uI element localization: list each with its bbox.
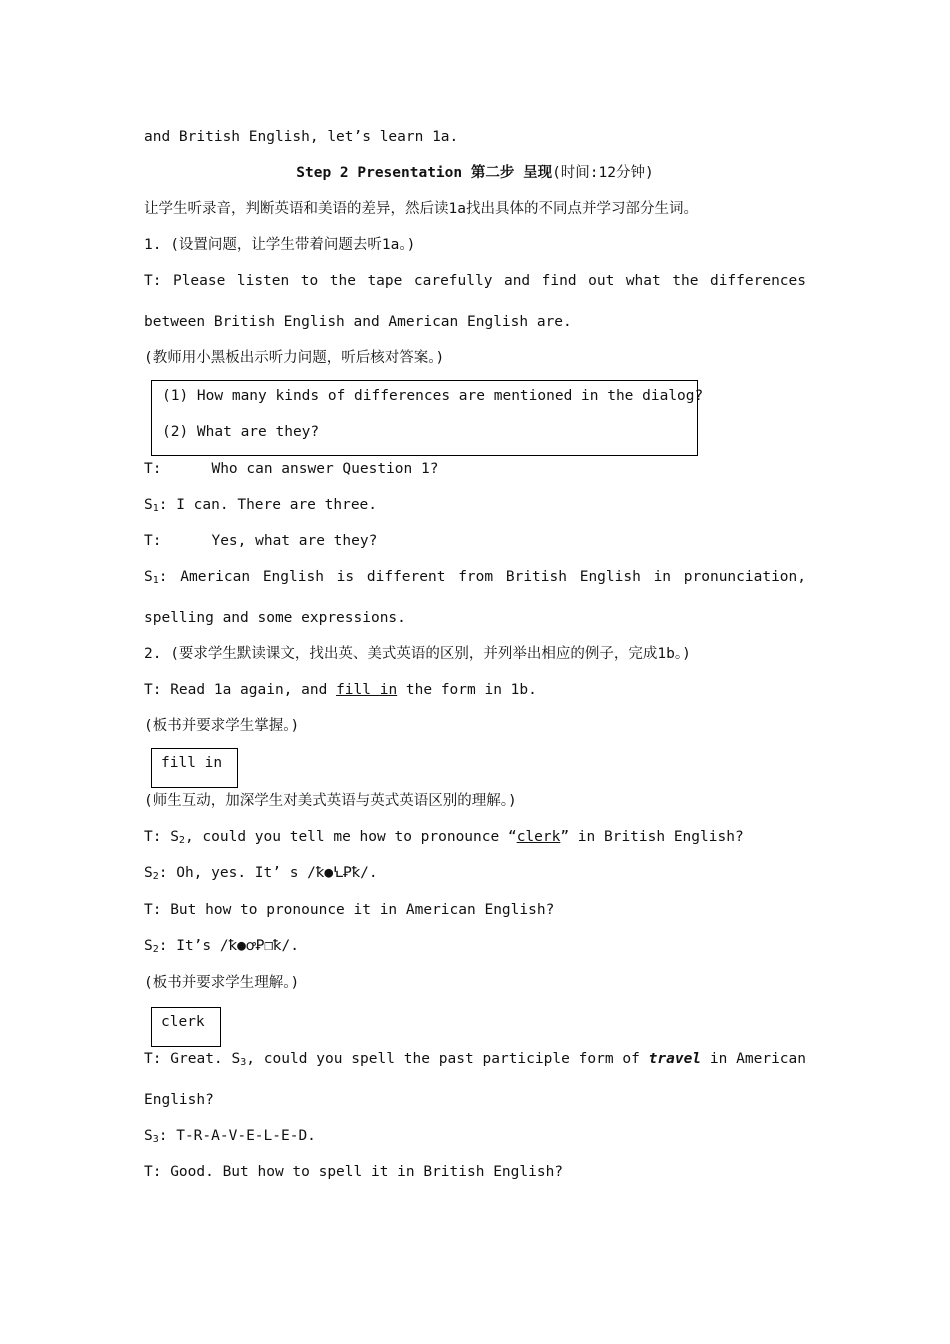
dialog-text: : Oh, yes. It’ s / [158, 865, 316, 881]
blackboard-text: fill in [161, 755, 223, 771]
speaker: S [144, 938, 153, 954]
dialog-text: T: Great. S [144, 1051, 241, 1067]
speaker-index: 2 [152, 944, 159, 955]
speaker: T: [144, 461, 162, 477]
dialog-text: T: S [144, 829, 179, 845]
speaker: S [144, 569, 153, 585]
speaker-index: 1 [152, 503, 159, 514]
section-heading-time: (时间:12分钟) [552, 165, 654, 181]
dialog-line [144, 680, 537, 700]
text-line: between British English and American English are. [144, 314, 572, 330]
phonetic-symbols: ꝁ●ꝆꝐꝁ [315, 865, 361, 881]
speaker-index: 2 [178, 835, 185, 846]
dialog-text: T: Read 1a again, and [144, 682, 337, 698]
dialog-text: /. [360, 865, 378, 881]
speaker: S [144, 1128, 153, 1144]
text-line: (师生互动，加深学生对美式英语与英式英语区别的理解。) [144, 793, 517, 809]
dialog-line [144, 531, 377, 551]
speaker-index: 3 [240, 1057, 247, 1068]
dialog-text: /. [281, 938, 299, 954]
underlined-word: clerk [516, 829, 561, 845]
section-heading [0, 163, 950, 183]
question-2: (2) What are they? [162, 424, 320, 440]
text-line: T: Please listen to the tape carefully and find out what the differences [144, 273, 806, 289]
blackboard-box-fill-in [151, 748, 238, 788]
dialog-line [144, 1126, 316, 1150]
speaker-index: 3 [152, 1134, 159, 1145]
underlined-phrase: fill in [336, 682, 398, 698]
text-line: 让学生听录音，判断英语和美语的差异，然后读1a找出具体的不同点并学习部分生词。 [144, 201, 698, 217]
text-line: English? [144, 1092, 214, 1108]
text-line: 2. (要求学生默读课文，找出英、美式英语的区别，并列举出相应的例子，完成1b。) [144, 646, 691, 662]
dialog-line [144, 863, 378, 887]
dialog-text: ” in British English? [560, 829, 744, 845]
dialog-text: Who can answer Question 1? [211, 461, 439, 477]
blackboard-box-clerk [151, 1007, 221, 1047]
text-line: (教师用小黑板出示听力问题，听后核对答案。) [144, 350, 445, 366]
dialog-text: : It’s / [158, 938, 229, 954]
dialog-line: T: Good. But how to spell it in British English? [144, 1164, 564, 1180]
section-heading-title: Step 2 Presentation 第二步 呈现 [296, 165, 553, 181]
phonetic-symbols: ꝁ●ꝍꝐ❒ꝁ [228, 938, 282, 954]
dialog-text: the form in 1b. [397, 682, 537, 698]
speaker: S [144, 865, 153, 881]
dialog-text: Yes, what are they? [211, 533, 378, 549]
dialog-text: : American English is different from British English in pronunciation, [158, 569, 806, 585]
italic-word: travel [648, 1051, 702, 1067]
question-1: (1) How many kinds of differences are mentioned in the dialog? [162, 388, 704, 404]
speaker: T: [144, 533, 162, 549]
dialog-line [144, 567, 806, 591]
blackboard-text: clerk [161, 1014, 205, 1030]
dialog-line [144, 459, 438, 479]
speaker-index: 2 [152, 871, 159, 882]
text-line: spelling and some expressions. [144, 610, 406, 626]
speaker: S [144, 497, 153, 513]
dialog-text: , could you tell me how to pronounce “ [184, 829, 517, 845]
dialog-line [144, 1049, 806, 1073]
dialog-text: : I can. There are three. [158, 497, 378, 513]
dialog-line [144, 495, 377, 519]
dialog-line: T: But how to pronounce it in American English? [144, 902, 555, 918]
text-line: and British English, let’s learn 1a. [144, 129, 459, 145]
text-line: (板书并要求学生理解。) [144, 975, 300, 991]
text-line: (板书并要求学生掌握。) [144, 718, 300, 734]
text-line: 1. (设置问题，让学生带着问题去听1a。) [144, 237, 416, 253]
dialog-text: , could you spell the past participle form of [246, 1051, 649, 1067]
questions-box [151, 380, 704, 456]
dialog-text: in American [701, 1051, 806, 1067]
dialog-line [144, 827, 744, 851]
speaker-index: 1 [152, 575, 159, 586]
dialog-text: : T-R-A-V-E-L-E-D. [158, 1128, 316, 1144]
dialog-line [144, 936, 299, 960]
